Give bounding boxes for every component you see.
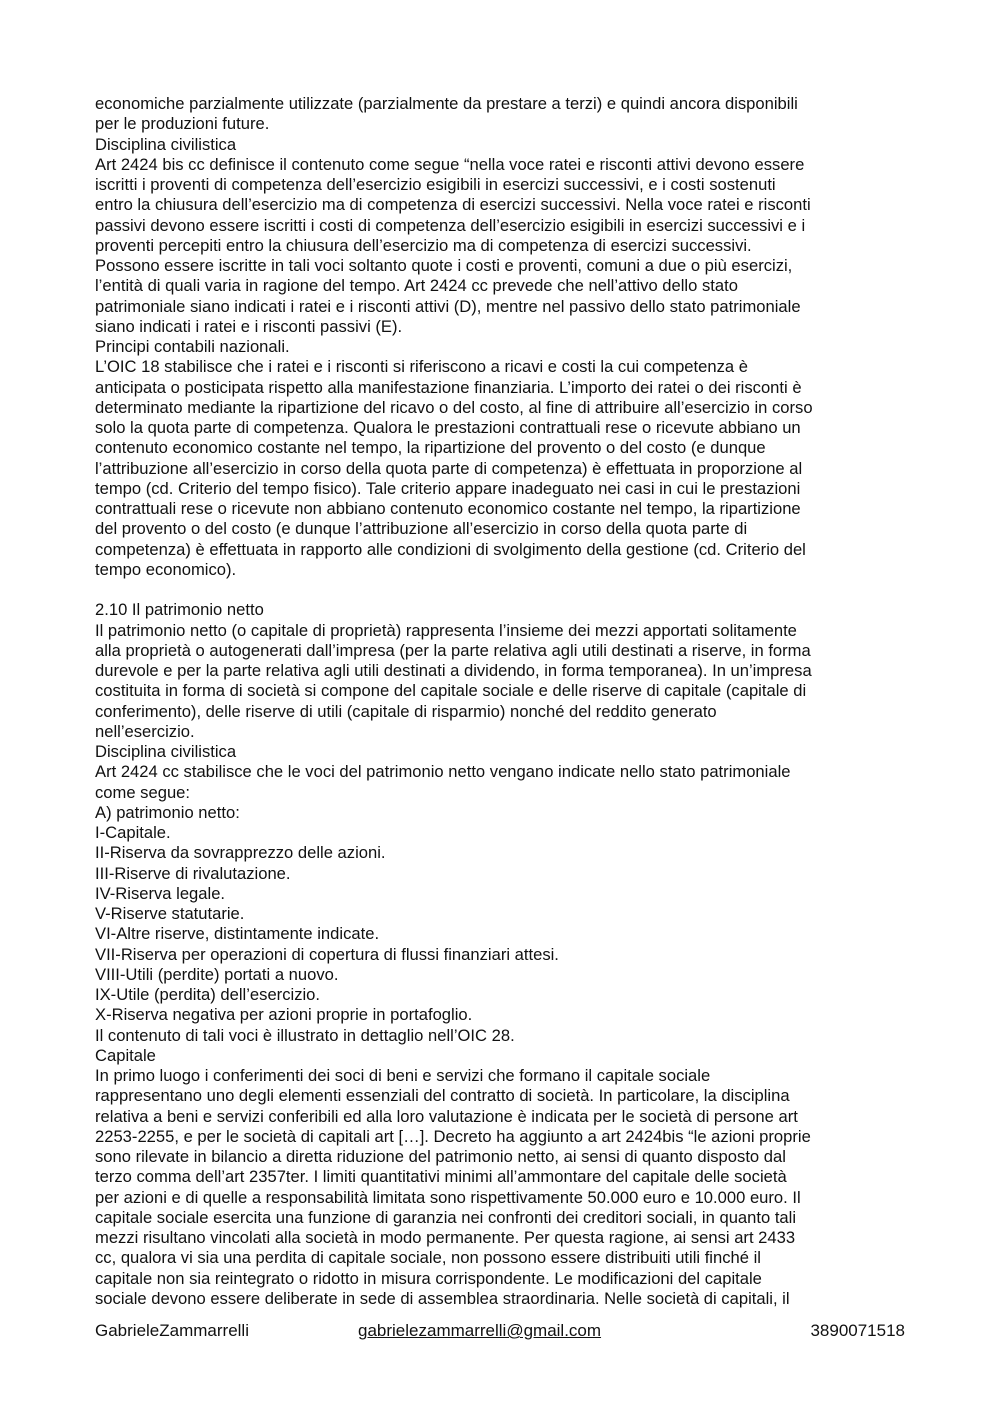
text-line: contrattuali rese o ricevute non abbiano contenuto economico costante nel tempo, la ripartizione xyxy=(95,499,801,518)
text-line: determinato mediante la ripartizione del ricavo o del costo, al fine di attribuire all’esercizio in corso xyxy=(95,397,813,417)
text-line: sono rilevate in bilancio a diretta riduzione del patrimonio netto, ai sensi di quanto disposto dal xyxy=(95,1147,786,1166)
text-line: contenuto economico costante nel tempo, la ripartizione del provento o del costo (e dunque xyxy=(95,438,766,458)
blank-line xyxy=(95,580,915,600)
text-line: terzo comma dell’art 2357ter. I limiti quantitativi minimi all’ammontare del capitale delle società xyxy=(95,1167,787,1187)
text-line: solo la quota parte di competenza. Qualora le prestazioni contrattuali rese o ricevute abbiano un xyxy=(95,418,801,437)
text-line: Il contenuto di tali voci è illustrato in dettaglio nell’OIC 28. xyxy=(95,1025,515,1045)
text-line: anticipata o posticipata rispetto alla manifestazione finanziaria. L’importo dei ratei o dei risconti è xyxy=(95,377,802,397)
text-line: X-Riserva negativa per azioni proprie in portafoglio. xyxy=(95,1005,473,1025)
text-line: VI-Altre riserve, distintamente indicate. xyxy=(95,924,380,944)
text-line: mezzi risultano vincolati alla società in modo permanente. Per questa ragione, ai sensi art 2433 xyxy=(95,1228,796,1247)
text-line: VII-Riserva per operazioni di copertura di flussi finanziari attesi. xyxy=(95,944,559,964)
text-line: Art 2424 cc stabilisce che le voci del patrimonio netto vengano indicate nello stato patrimoniale xyxy=(95,762,791,782)
text-line: III-Riserve di rivalutazione. xyxy=(95,863,291,883)
text-line: per le produzioni future. xyxy=(95,114,270,134)
text-line: In primo luogo i conferimenti dei soci di beni e servizi che formano il capitale sociale xyxy=(95,1066,711,1085)
text-line: 2253-2255, e per le società di capitali art […]. Decreto ha aggiunto a art 2424bis “le azioni proprie xyxy=(95,1126,811,1146)
text-line: l’entità di quali varia in ragione del tempo. Art 2424 cc prevede che nell’attivo dello stato xyxy=(95,276,738,296)
text-line: Capitale xyxy=(95,1045,156,1065)
text-line: V-Riserve statutarie. xyxy=(95,904,245,923)
text-line: economiche parzialmente utilizzate (parzialmente da prestare a terzi) e quindi ancora disponibili xyxy=(95,94,798,113)
text-line: cc, qualora vi sia una perdita di capitale sociale, non possono essere distribuiti utili finché il xyxy=(95,1248,761,1268)
document-body xyxy=(95,94,915,1309)
text-line: l’attribuzione all’esercizio in corso della quota parte di competenza) è effettuata in proporzione al xyxy=(95,458,803,478)
text-line: competenza) è effettuata in rapporto alle condizioni di svolgimento della gestione (cd. Criterio del xyxy=(95,539,806,559)
text-line: sociale devono essere deliberate in sede di assemblea straordinaria. Nelle società di capitali, il xyxy=(95,1288,790,1308)
text-line: VIII-Utili (perdite) portati a nuovo. xyxy=(95,964,339,984)
text-line: Art 2424 bis cc definisce il contenuto come segue “nella voce ratei e risconti attivi devono essere xyxy=(95,154,805,174)
text-line: Il patrimonio netto (o capitale di proprietà) rappresenta l’insieme dei mezzi apportati solitamente xyxy=(95,620,797,640)
text-line: capitale non sia reintegrato o ridotto in misura corrispondente. Le modificazioni del capitale xyxy=(95,1268,762,1288)
text-line: A) patrimonio netto: xyxy=(95,802,240,822)
text-line: relativa a beni e servizi conferibili ed alla loro valutazione è indicata per le società di persone art xyxy=(95,1106,798,1126)
footer-phone-number: 3890071518 xyxy=(810,1321,905,1340)
text-line: II-Riserva da sovrapprezzo delle azioni. xyxy=(95,843,386,863)
text-line: patrimoniale siano indicati i ratei e i risconti attivi (D), mentre nel passivo dello stato patrimoniale xyxy=(95,296,801,316)
text-line: conferimento), delle riserve di utili (capitale di risparmio) nonché del reddito generato xyxy=(95,701,717,721)
text-line: 2.10 Il patrimonio netto xyxy=(95,600,264,620)
text-line: Disciplina civilistica xyxy=(95,742,237,761)
text-line: Possono essere iscritte in tali voci soltanto quote i costi e proventi, comuni a due o più esercizi, xyxy=(95,256,793,275)
text-line: siano indicati i ratei e i risconti passivi (E). xyxy=(95,316,403,336)
text-line: come segue: xyxy=(95,782,191,802)
footer-email-link[interactable]: gabrielezammarrelli@gmail.com xyxy=(358,1321,602,1340)
text-line: iscritti i proventi di competenza dell’esercizio esigibili in esercizi successivi, e i costi sostenuti xyxy=(95,175,776,194)
text-line: tempo (cd. Criterio del tempo fisico). Tale criterio appare inadeguato nei casi in cui le prestazioni xyxy=(95,478,801,498)
text-line: passivi devono essere iscritti i costi di competenza dell’esercizio esigibili in esercizi successivi e i xyxy=(95,215,806,235)
text-line: IX-Utile (perdita) dell’esercizio. xyxy=(95,985,321,1004)
text-line: nell’esercizio. xyxy=(95,721,195,741)
text-line: capitale sociale esercita una funzione di garanzia nei confronti dei creditori sociali, in quanto tali xyxy=(95,1207,797,1227)
text-line: tempo economico). xyxy=(95,559,237,579)
text-line: proventi percepiti entro la chiusura dell’esercizio ma di competenza di esercizi successivi. xyxy=(95,235,752,255)
text-line: per azioni e di quelle a responsabilità limitata sono rispettivamente 50.000 euro e 10.000 euro. Il xyxy=(95,1187,801,1207)
text-line: L’OIC 18 stabilisce che i ratei e i risconti si riferiscono a ricavi e costi la cui competenza è xyxy=(95,357,748,377)
text-line: Principi contabili nazionali. xyxy=(95,337,290,356)
footer-author-name: GabrieleZammarrelli xyxy=(95,1321,249,1340)
text-line: alla proprietà o autogenerati dall’impresa (per la parte relativa agli utili destinati a riserve, in forma xyxy=(95,640,811,660)
text-line: del provento o del costo (e dunque l’attribuzione all’esercizio in corso della quota parte di xyxy=(95,519,748,539)
text-line: I-Capitale. xyxy=(95,823,171,842)
text-line: entro la chiusura dell’esercizio ma di competenza di esercizi successivi. Nella voce ratei e risconti xyxy=(95,195,811,215)
page-footer xyxy=(95,1321,905,1345)
text-line: durevole e per la parte relativa agli utili destinati a dividendo, in forma temporanea). In un’impresa xyxy=(95,661,812,680)
text-line: rappresentano uno degli elementi essenziali del contratto di società. In particolare, la disciplina xyxy=(95,1086,790,1106)
text-line: IV-Riserva legale. xyxy=(95,883,226,903)
text-line: costituita in forma di società si compone del capitale sociale e delle riserve di capitale (capitale di xyxy=(95,681,807,701)
text-line: Disciplina civilistica xyxy=(95,134,237,154)
